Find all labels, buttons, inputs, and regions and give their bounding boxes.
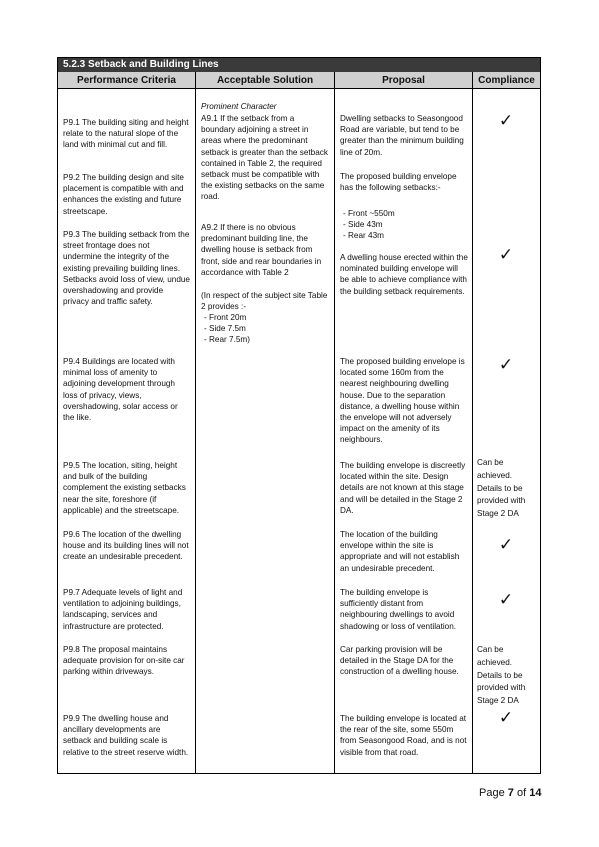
criterion-p9-8: P9.8 The proposal maintains adequate provision for on-site car parking within driveways.: [63, 645, 185, 677]
criterion-p9-2: P9.2 The building design and site placement is compatible with and enhances the existing and future streetscape.: [63, 173, 184, 216]
page-label: Page: [479, 787, 505, 799]
acceptable-setback-list: [204, 312, 328, 346]
acceptable-heading: Prominent Character: [201, 102, 277, 111]
proposal-setback-list: [343, 208, 467, 242]
column-divider: [334, 89, 335, 773]
check-icon: ✓: [498, 245, 514, 264]
check-icon: ✓: [498, 708, 514, 727]
check-icon: ✓: [498, 111, 514, 130]
list-item: - Rear 7.5m): [204, 335, 250, 345]
check-icon: ✓: [498, 590, 514, 609]
check-icon: ✓: [498, 535, 514, 554]
proposal-p9-6: The location of the building envelope within the site is appropriate and will not establish an undesirable precedent.: [340, 530, 460, 573]
acceptable-a9-2: A9.2 If there is no obvious predominant building line, the dwelling house is setback from front, side and rear boundaries in accordance with Table 2: [201, 223, 322, 277]
proposal-envelope-setbacks: The proposed building envelope has the following setbacks:-: [340, 172, 457, 193]
page-number: [479, 787, 541, 799]
proposal-p9-4: The proposed building envelope is located some 160m from the nearest neighbouring dwelling house. Due to the separation distance, a dwelling house within the envelope will not adversely impact on the amenity of its neighbours.: [340, 357, 465, 445]
current-page: 7: [507, 787, 514, 799]
column-divider: [472, 89, 473, 773]
compliance-note: Can be achieved. Details to be provided with Stage 2 DA: [477, 645, 526, 706]
proposal-p9-1: Dwelling setbacks to Seasongood Road are variable, but tend to be greater than the minimum building line of 20m.: [340, 114, 464, 157]
acceptable-a9-1: A9.1 If the setback from a boundary adjoining a street in areas where the predominant setback is greater than the setback contained in Table 2, the required setback must be compatible with the existing setbacks on the same road.: [201, 114, 328, 202]
criterion-p9-1: P9.1 The building siting and height relate to the natural slope of the land with minimal cut and fill.: [63, 118, 189, 150]
criterion-p9-6: P9.6 The location of the dwelling house and its building lines will not create an undesirable precedent.: [63, 530, 189, 562]
column-divider: [195, 89, 196, 773]
criterion-p9-7: P9.7 Adequate levels of light and ventilation to adjoining buildings, landscaping, services and infrastructure are protected.: [63, 588, 183, 631]
proposal-p9-7: The building envelope is sufficiently distant from neighbouring dwellings to avoid shadowing or loss of ventilation.: [340, 588, 457, 631]
list-item: - Side 43m: [343, 220, 383, 230]
check-icon: ✓: [498, 355, 514, 374]
list-item: - Front ~550m: [343, 209, 395, 218]
proposal-p9-3: A dwelling house erected within the nominated building envelope will be able to achieve compliance with the building setback requirements.: [340, 253, 468, 296]
list-item: - Rear 43m: [343, 231, 384, 241]
criterion-p9-9: P9.9 The dwelling house and ancillary developments are setback and building scale is relative to the street reserve width.: [63, 714, 189, 757]
section-title: 5.2.3 Setback and Building Lines: [58, 58, 540, 72]
proposal-p9-9: The building envelope is located at the rear of the site, some 550m from Seasongood Road, and is not visible from that road.: [340, 714, 467, 757]
proposal-p9-8: Car parking provision will be detailed in the Stage DA for the construction of a dwelling house.: [340, 645, 459, 677]
page-of: of: [516, 787, 527, 799]
header-compliance: Compliance: [473, 72, 540, 89]
criterion-p9-4: P9.4 Buildings are located with minimal loss of amenity to adjoining development through loss of privacy, views, overshadowing, solar access or the like.: [63, 357, 178, 423]
header-proposal: Proposal: [335, 72, 473, 89]
criterion-p9-3: P9.3 The building setback from the street frontage does not undermine the integrity of the existing prevailing building lines. Setbacks avoid loss of view, undue overshadowing and provide privacy and traffic safety.: [63, 230, 190, 307]
header-acceptable-solution: Acceptable Solution: [196, 72, 335, 89]
list-item: - Side 7.5m: [204, 324, 246, 334]
total-pages: 14: [529, 787, 542, 799]
header-row: [58, 72, 540, 89]
header-performance-criteria: Performance Criteria: [58, 72, 196, 89]
proposal-p9-5: The building envelope is discreetly located within the site. Design details are not known at this stage and will be detailed in the Stage 2 DA.: [340, 461, 466, 515]
criterion-p9-5: P9.5 The location, siting, height and bulk of the building complement the existing setbacks near the site, foreshore (if applicable) and the streetscape.: [63, 461, 186, 515]
compliance-note: Can be achieved. Details to be provided with Stage 2 DA: [477, 458, 526, 519]
acceptable-table2-note: (In respect of the subject site Table 2 provides :-: [201, 291, 328, 312]
setback-table: [57, 57, 541, 774]
list-item: - Front 20m: [204, 313, 247, 322]
